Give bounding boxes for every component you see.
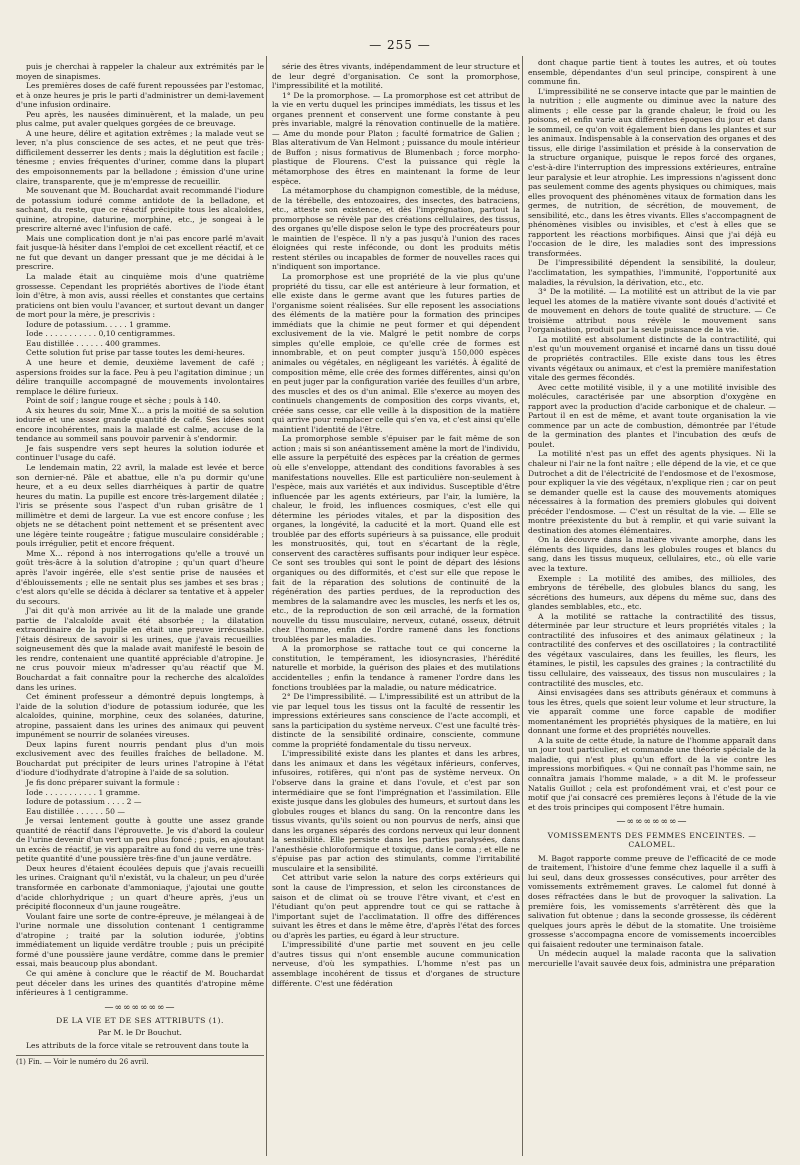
paragraph: Deux lapins furent nourris pendant plus d'un mois exclusivement avec des feuilles fraîches de belladone. M. Bouchardat put précipiter de leurs urines l'atropine à l'état d'iodure d'iodhydrate d'atropine à l'aide de sa solution. [16,739,264,778]
page-number: — 255 — [369,38,431,52]
paragraph: Cette solution fut prise par tasse toutes les demi-heures. [26,348,245,358]
paragraph: Un médecin auquel la malade raconta que la salivation mercurielle l'avait sauvée deux fois, administra une préparation [528,949,776,968]
section-title: DE LA VIE ET DE SES ATTRIBUTS (1). [56,1016,224,1026]
paragraph: A la motilité se rattache la contractilité des tissus, déterminée par leur structure et leurs propriétés vitales ; la contractilité des infusoires et des animaux gélatineux ; la contractilité des conferves et des oscillatoires ; la contractilité des végétaux vasculaires, dans les feuilles, les fleurs, les étamines, le pistil, les capsules des graines ; la contractilité du tissu cellulaire, des vaisseaux, des tissus non musculaires ; la contractilité des muscles, etc. [528,611,776,688]
paragraph: Mme X... répond à nos interrogations qu'elle a trouvé un goût très-âcre à la solution d'atropine ; qu'un quart d'heure après l'avoir ingérée, elle s'est sentie prise de nausées et d'éblouissements ; elle ne sentait plus ses jambes et ses bras ; c'est alors qu'elle se décida à déclarer sa tentative et à appeler du secours. [16,548,264,606]
paragraph: Voulant faire une sorte de contre-épreuve, je mélangeai à de l'urine normale une dissolution contenant 1 centigramme d'atropine ; traité par la solution iodurée, j'obtins immédiatement un liquide verdâtre trouble ; puis un précipité formé d'une poussière jaune verdâtre, comme dans le premier essai, mais beaucoup plus abondant. [16,911,264,969]
paragraph: L'impressibilité d'une partie met souvent en jeu celle d'autres tissus qui n'ont ensemble aucune communication nerveuse, d'où les sympathies. L'homme n'est pas un assemblage incohérent de tissus et d'organes de structure différente. C'est une fédération [272,940,520,988]
paragraph: Exemple : La motilité des amibes, des millioles, des embryons de térébelle, des globules blancs du sang, les sécrétions des humeurs, aux dépens du même suc, dans des glandes semblables, etc., etc. [528,573,776,612]
paragraph: Eau distillée . . . . . . 50 — [26,806,125,816]
paragraph: La promorphose semble s'épuiser par le fait même de son action ; mais si son anéantissement amène la mort de l'individu, elle assure la perpétuité des espèces par la création de germes où elle s'enveloppe, attendant des conditions favorables à ses manifestations nouvelles. Elle est particulière non-seulement à l'espèce, mais aux variétés et aux individus. Susceptible d'être influencée par les agents extérieurs, par l'air, la lumière, la chaleur, le froid, les influences cosmiques, c'est elle qui détermine les périodes vitales, et par la disposition des organes, la longévité, la caducité et la mort. Quand elle est troublée par des efforts supérieurs à sa puissance, elle produit les monstruosités, qui, tout en s'écartant de la règle, conservent des caractères suffisants pour indiquer leur espèce. Ce sont ses troubles qui sont le point de départ des lésions organiques ou des difformités, et c'est sur elle que repose le fait de la réparation des solutions de continuité de la régénération des parties perdues, de la reproduction des membres de la salamandre avec les muscles, les nerfs et les os, etc., de la reproduction de son œil arraché, de la formation nouvelle du tissu musculaire, nerveux, cutané, osseux, détruit chez l'homme, enfin de l'ordre ramené dans les fonctions troublées par les maladies. [272,434,520,644]
paragraph: J'ai dit qu'à mon arrivée au lit de la malade une grande partie de l'alcaloïde avait été absorbée ; la dilatation extraordinaire de la pupille en était une preuve irrécusable. J'étais désireux de savoir si les urines, que j'avais recueillies soigneusement dès que la malade avait manifesté le besoin de les rendre, contenaient une quantité appréciable d'atropine. Je ne crus pouvoir mieux m'adresser qu'au réactif que M. Bouchardat a fait connaître pour la recherche des alcaloïdes dans les urines. [16,606,264,692]
paragraph: Le lendemain matin, 22 avril, la malade est levée et berce son dernier-né. Pâle et abattue, elle n'a pu dormir qu'une heure, et a eu deux selles diarrhéiques à partir de quatre heures du matin. La pupille est encore très-largement dilatée ; l'iris se présente sous l'aspect d'un ruban grisâtre de 1 millimètre et demi de largeur. La vue est encore confuse ; les objets ne se détachent point nettement et se présentent avec une légère teinte rougeâtre ; fatigue musculaire considérable ; pouls irrégulier, petit et encore fréquent. [16,462,264,549]
paragraph: De l'impressibilité dépendent la sensibilité, la douleur, l'acclimatation, les sympathies, l'immunité, l'opportunité aux maladies, la révulsion, la dérivation, etc., etc. [528,258,776,287]
paragraph: Je fis donc préparer suivant la formule : [26,778,180,788]
paragraph: On la découvre dans la matière vivante amorphe, dans les éléments des liquides, dans les globules rouges et blancs du sang, dans les tissus muqueux, cellulaires, etc., où elle varie avec la texture. [528,535,776,573]
paragraph: La malade était au cinquième mois d'une quatrième grossesse. Cependant les propriétés abortives de l'iode étant loin d'être, à mon avis, aussi réelles et constantes que certains praticiens ont bien voulu l'avancer, et surtout devant un danger de mort pour la mère, je prescrivis : [16,272,264,320]
paragraph: A six heures du soir, Mme X... a pris la moitié de sa solution iodurée et une assez grande quantité de café. Ses idées sont encore incohérentes, mais la malade est calme, accuse de la tendance au sommeil sans pouvoir parvenir à s'endormir. [16,405,264,444]
section-author: Par M. le Dr Bouchut. [98,1027,182,1037]
paragraph: A la suite de cette étude, la nature de l'homme apparaît dans un jour tout particulier, et commande une théorie spéciale de la maladie, qui n'est plus qu'un effort de la vie contre les impressions morbifiques. « Qui ne connaît pas l'homme sain, ne connaîtra jamais l'homme malade, » a dit M. le professeur Natalis Guillot ; cela est profondément vrai, et c'est pour ce motif que j'ai consacré ces premières leçons à l'étude de la vie et des trois principes qui composent l'être humain. [528,735,776,812]
paragraph: Cet attribut varie selon la nature des corps extérieurs qui sont la cause de l'impression, et selon les circonstances de saison et de climat où se trouve l'être vivant, et c'est en l'étudiant qu'on peut apprendre tout ce qui se rattache à l'important sujet de l'acclimatation. Il offre des différences suivant les êtres et dans le même être, d'après l'état des forces ou d'après les parties, eu égard à leur structure. [272,873,520,940]
footnote: (1) Fin. — Voir le numéro du 26 avril. [16,1055,264,1068]
paragraph: A une heure, délire et agitation extrêmes ; la malade veut se lever, n'a plus conscience de ses actes, et ne peut que très-difficilement desserrer les dents ; mais la déglutition est facile ; ténesme ; envies fréquentes d'uriner, comme dans la plupart des empoisonnements par la belladone ; émission d'une urine claire, transparente, que je m'empresse de recueillir. [16,128,264,186]
paragraph: série des êtres vivants, indépendamment de leur structure et de leur degré d'organisation. Ce sont la promorphose, l'impressibilité et la motilité. [272,62,520,91]
paragraph: La motilité n'est pas un effet des agents physiques. Ni la chaleur ni l'air ne la font naître ; elle dépend de la vie, et ce que Dutrochet a dit de l'électricité de l'endosmose et de l'exosmose, pour expliquer la vie des végétaux, n'explique rien ; car on peut se demander quelle est la cause des mouvements atomiques nécessaires à la formation des premiers globules qui doivent précéder l'endosmose. — C'est un résultat de la vie. — Elle se montre préexistente du but à remplir, et qui varie suivant la destination des atomes élémentaires. [528,449,776,535]
paragraph: Eau distillée . . . . . . 400 grammes. [26,338,161,348]
paragraph: 3° De la motilité. — La motilité est un attribut de la vie par lequel les atomes de la matière vivante sont doués d'activité et de mouvement en dehors de toute qualité de structure. — Ce troisième attribut nous révèle le mouvement sans l'organisation, produit par la seule puissance de la vie. [528,287,776,335]
paragraph: L'impressibilité existe dans les plantes et dans les arbres, dans les animaux et dans les végétaux inférieurs, conferves, infusoires, rotifères, qui n'ont pas de système nerveux. On l'observe dans la graine et dans l'ovule, et c'est par son intermédiaire que se font l'imprégnation et l'assimilation. Elle existe jusque dans les globules des humeurs, et surtout dans les globules rouges et blancs du sang. On la rencontre dans les tissus vivants, qu'ils soient ou non pourvus de nerfs, ainsi que dans les organes séparés des cordons nerveux qui leur donnent la sensibilité. Elle persiste dans les parties paralysées, dans l'anesthésie chloroformique et toxique, dans le coma ; et elle ne s'épuise pas par action des stimulants, comme l'irritabilité musculaire et la sensibilité. [272,749,520,873]
section-ornament: —∞∞∞∞∞∞— [104,1002,176,1013]
paragraph: Deux heures d'étaient écoulées depuis que j'avais recueilli les urines. Craignant qu'il n'existât, vu la chaleur, un peu d'urée transformée en carbonate d'ammoniaque, j'ajoutai une goutte d'acide chlorhydrique ; un quart d'heure après, j'eus un précipité floconneux d'un jaune rougeâtre. [16,863,264,912]
column-divider [522,56,523,1156]
paragraph: Me souvenant que M. Bouchardat avait recommandé l'iodure de potassium ioduré comme antidote de la belladone, et sachant, du reste, que ce réactif précipite tous les alcaloïdes, quinine, atropine, daturine, morphine, etc., je songeai à le prescrire alterné avec l'infusion de café. [16,186,264,234]
paragraph: A une heure et demie, deuxième lavement de café ; aspersions froides sur la face. Peu à peu l'agitation diminue ; un délire tranquille accompagné de mouvements involontaires remplace le délire furieux. [16,357,264,396]
paragraph: Je versai lentement goutte à goutte une assez grande quantité de réactif dans l'éprouvette. Je vis d'abord la couleur de l'urine devenir d'un vert un peu plus foncé ; puis, en ajoutant un excès de réactif, je vis apparaître au fond du verre une très-petite quantité d'une poussière très-fine d'un jaune verdâtre. [16,816,264,864]
paragraph: 1° De la promorphose. — La promorphose est cet attribut de la vie en vertu duquel les principes immédiats, les tissus et les organes prennent et conservent une forme constante à peu près invariable, malgré la rénovation continuelle de la matière. — Ame du monde pour Platon ; faculté formatrice de Galien ; Blas alterativum de Van Helmont ; puissance du moule intérieur de Buffon ; nisus formativus de Blumenbach ; force morpho-plastique de Flourens. C'est la puissance qui règle la métamorphose des êtres en maintenant la forme de leur espèce. [272,90,520,186]
paragraph: Je fais suspendre vers sept heures la solution iodurée et continuer l'usage du café. [16,443,264,463]
paragraph: Cet éminent professeur a démontré depuis longtemps, à l'aide de la solution d'iodure de potassium iodurée, que les alcaloïdes, quinine, morphine, ceux des solanées, daturine, atropine, passaient dans les urines des animaux qui peuvent impunément se nourrir de solanées vireuses. [16,692,264,740]
paragraph: Iode . . . . . . . . . . . 1 gramme. [26,787,141,797]
paragraph: A la promorphose se rattache tout ce qui concerne la constitution, le tempérament, les idiosyncrasies, l'hérédité naturelle et morbide, la guérison des plaies et des mutilations accidentelles ; enfin la tendance à ramener l'ordre dans les fonctions troublées par la maladie, ou nature médicatrice. [272,644,520,692]
paragraph: La métamorphose du champignon comestible, de la méduse, de la térébelle, des entozoaires, des insectes, des batraciens, etc., atteste son existence, et dès l'imprégnation, partout la promorphose se révèle par des créations cellulaires, des tissus, des organes qu'elle dispose selon le type des procréateurs pour le maintien de l'espèce. Il n'y a pas jusqu'à l'union des races éloignées qui reste inféconde, ou dont les produits métis restent stériles ou incapables de former de nouvelles races qui n'indiquent son importance. [272,186,520,272]
paragraph: puis je cherchai à rappeler la chaleur aux extrémités par le moyen de sinapismes. [16,62,264,81]
column-divider [266,56,267,1156]
column-middle [272,62,520,1122]
section-intro: Les attributs de la force vitale se retrouvent dans toute la [26,1041,249,1051]
paragraph: La promorphose est une propriété de la vie plus qu'une propriété du tissu, car elle est antérieure à leur formation, et elle existe dans le germe avant que les futures parties de l'organisme soient réalisées. Sur elle reposent les associations des éléments de la matière pour la formation des principes immédiats que la chimie ne peut former et qui dépendent exclusivement de la vie. Malgré le petit nombre de corps simples qu'elle emploie, ce qu'elle crée de formes est innombrable, et on peut compter jusqu'à 150,000 espèces animales ou végétales, en négligeant les variétés. À égalité de composition même, elle crée des formes différentes, ainsi qu'on en peut juger par la configuration variée des feuilles d'un arbre, des muscles et des os d'un animal. Elle s'exerce au moyen des continuels changements de composition des corps vivants, et, créée sans cesse, car elle veille à la disposition de la matière qui arrive pour remplacer celle qui s'en va, et c'est ainsi qu'elle maintient l'identité de l'être. [272,272,520,434]
column-left [16,62,264,1154]
section-ornament: —∞∞∞∞∞∞— [616,817,688,828]
paragraph: Iodure de potassium. . . . . 1 gramme. [26,319,171,329]
paragraph: Iodure de potassium . . . . 2 — [26,797,142,807]
paragraph: Point de soif ; langue rouge et sèche ; pouls à 140. [26,396,221,406]
paragraph: M. Bagot rapporte comme preuve de l'efficacité de ce mode de traitement, l'histoire d'une femme chez laquelle il a suffi à lui seul, dans deux grossesses consécutives, pour arrêter des vomissements extrêmement graves. Le calomel fut donné à doses réfractées dans le but de provoquer la salivation. La première fois, les vomissements s'arrêtèrent dès que la salivation fut obtenue ; dans la seconde grossesse, ils cédèrent quelques jours après le début de la stomatite. Une troisième grossesse s'accompagna encore de vomissements incoercibles qui faisaient redouter une terminaison fatale. [528,853,776,949]
paragraph: L'impressibilité ne se conserve intacte que par le maintien de la nutrition ; elle augmente ou diminue avec la nature des aliments ; elle cesse par la grande chaleur, le froid ou les poisons, et enfin varie aux différentes époques du jour et dans le sommeil, ce qu'on voit également bien dans les plantes et sur les animaux. Indispensable à la conservation des organes et des tissus, elle dirige l'assimilation et préside à la conservation de la structure organique, puisque le repos forcé des organes, c'est-à-dire l'interruption des impressions extérieures, entraîne leur paralysie et leur atrophie. Les impressions n'agissent donc pas seulement comme des agents physiques ou chimiques, mais elles provoquent des phénomènes vitaux de formation dans les germes, de nutrition, de sécrétion, de mouvement, de sensibilité, etc., dans les êtres vivants. Elles s'accompagnent de phénomènes visibles ou invisibles, et c'est à elles que se rapportent les réactions morbifiques. Ainsi que j'ai déjà eu l'occasion de le dire, les maladies sont des impressions transformées. [528,86,776,258]
paragraph: Iode . . . . . . . . . . . 0,10 centigrammes. [26,329,176,339]
section-title-vomissements: VOMISSEMENTS DES FEMMES ENCEINTES. — CALOMEL. [547,830,757,850]
paragraph: Peu après, les nausées diminuèrent, et la malade, un peu plus calme, put avaler quelques gorgées de ce breuvage. [16,109,264,129]
paragraph: Ainsi envisagées dans ses attributs généraux et communs à tous les êtres, quels que soient leur volume et leur structure, la vie apparaît comme une force capable de modifier momentanément les propriétés physiques de la matière, en lui donnant une forme et des propriétés nouvelles. [528,688,776,736]
paragraph: Ce qui amène à conclure que le réactif de M. Bouchardat peut déceler dans les urines des quantités d'atropine même inférieures à 1 centigramme. [16,968,264,998]
paragraph: Mais une complication dont je n'ai pas encore parlé m'avait fait jusque-là hésiter dans l'emploi de cet excellent réactif, et ce ne fut que devant un danger pressant que je me décidai à le prescrire. [16,233,264,272]
paragraph: Avec cette motilité visible, il y a une motilité invisible des molécules, caractérisée par une absorption d'oxygène en rapport avec la production d'acide carbonique et de chaleur. — Partout il en est de même, et avant toute organisation la vie commence par un acte de combustion, démontrée par l'étude de la germination des plantes et l'incubation des œufs de poulet. [528,382,776,449]
paragraph: 2° De l'impressibilité. — L'impressibilité est un attribut de la vie par lequel tous les tissus ont la faculté de ressentir les impressions extérieures sans conscience de l'acte accompli, et sans la participation du système nerveux. C'est une faculté très-distincte de la sensibilité ordinaire, consciente, commune comme la propriété fondamentale du tissu nerveux. [272,692,520,749]
column-right [528,58,776,1158]
paragraph: La motilité est absolument distincte de la contractilité, qui n'est qu'un mouvement organisé et incarné dans un tissu doué de propriétés contractiles. Elle existe dans tous les êtres vivants végétaux ou animaux, et c'est la première manifestation vitale des germes fécondés. [528,334,776,383]
paragraph: Les premières doses de café furent repoussées par l'estomac, et à onze heures je pris le parti d'administrer un demi-lavement d'une infusion ordinaire. [16,81,264,110]
paragraph: dont chaque partie tient à toutes les autres, et où toutes ensemble, dépendantes d'un seul principe, conspirent à une commune fin. [528,58,776,87]
